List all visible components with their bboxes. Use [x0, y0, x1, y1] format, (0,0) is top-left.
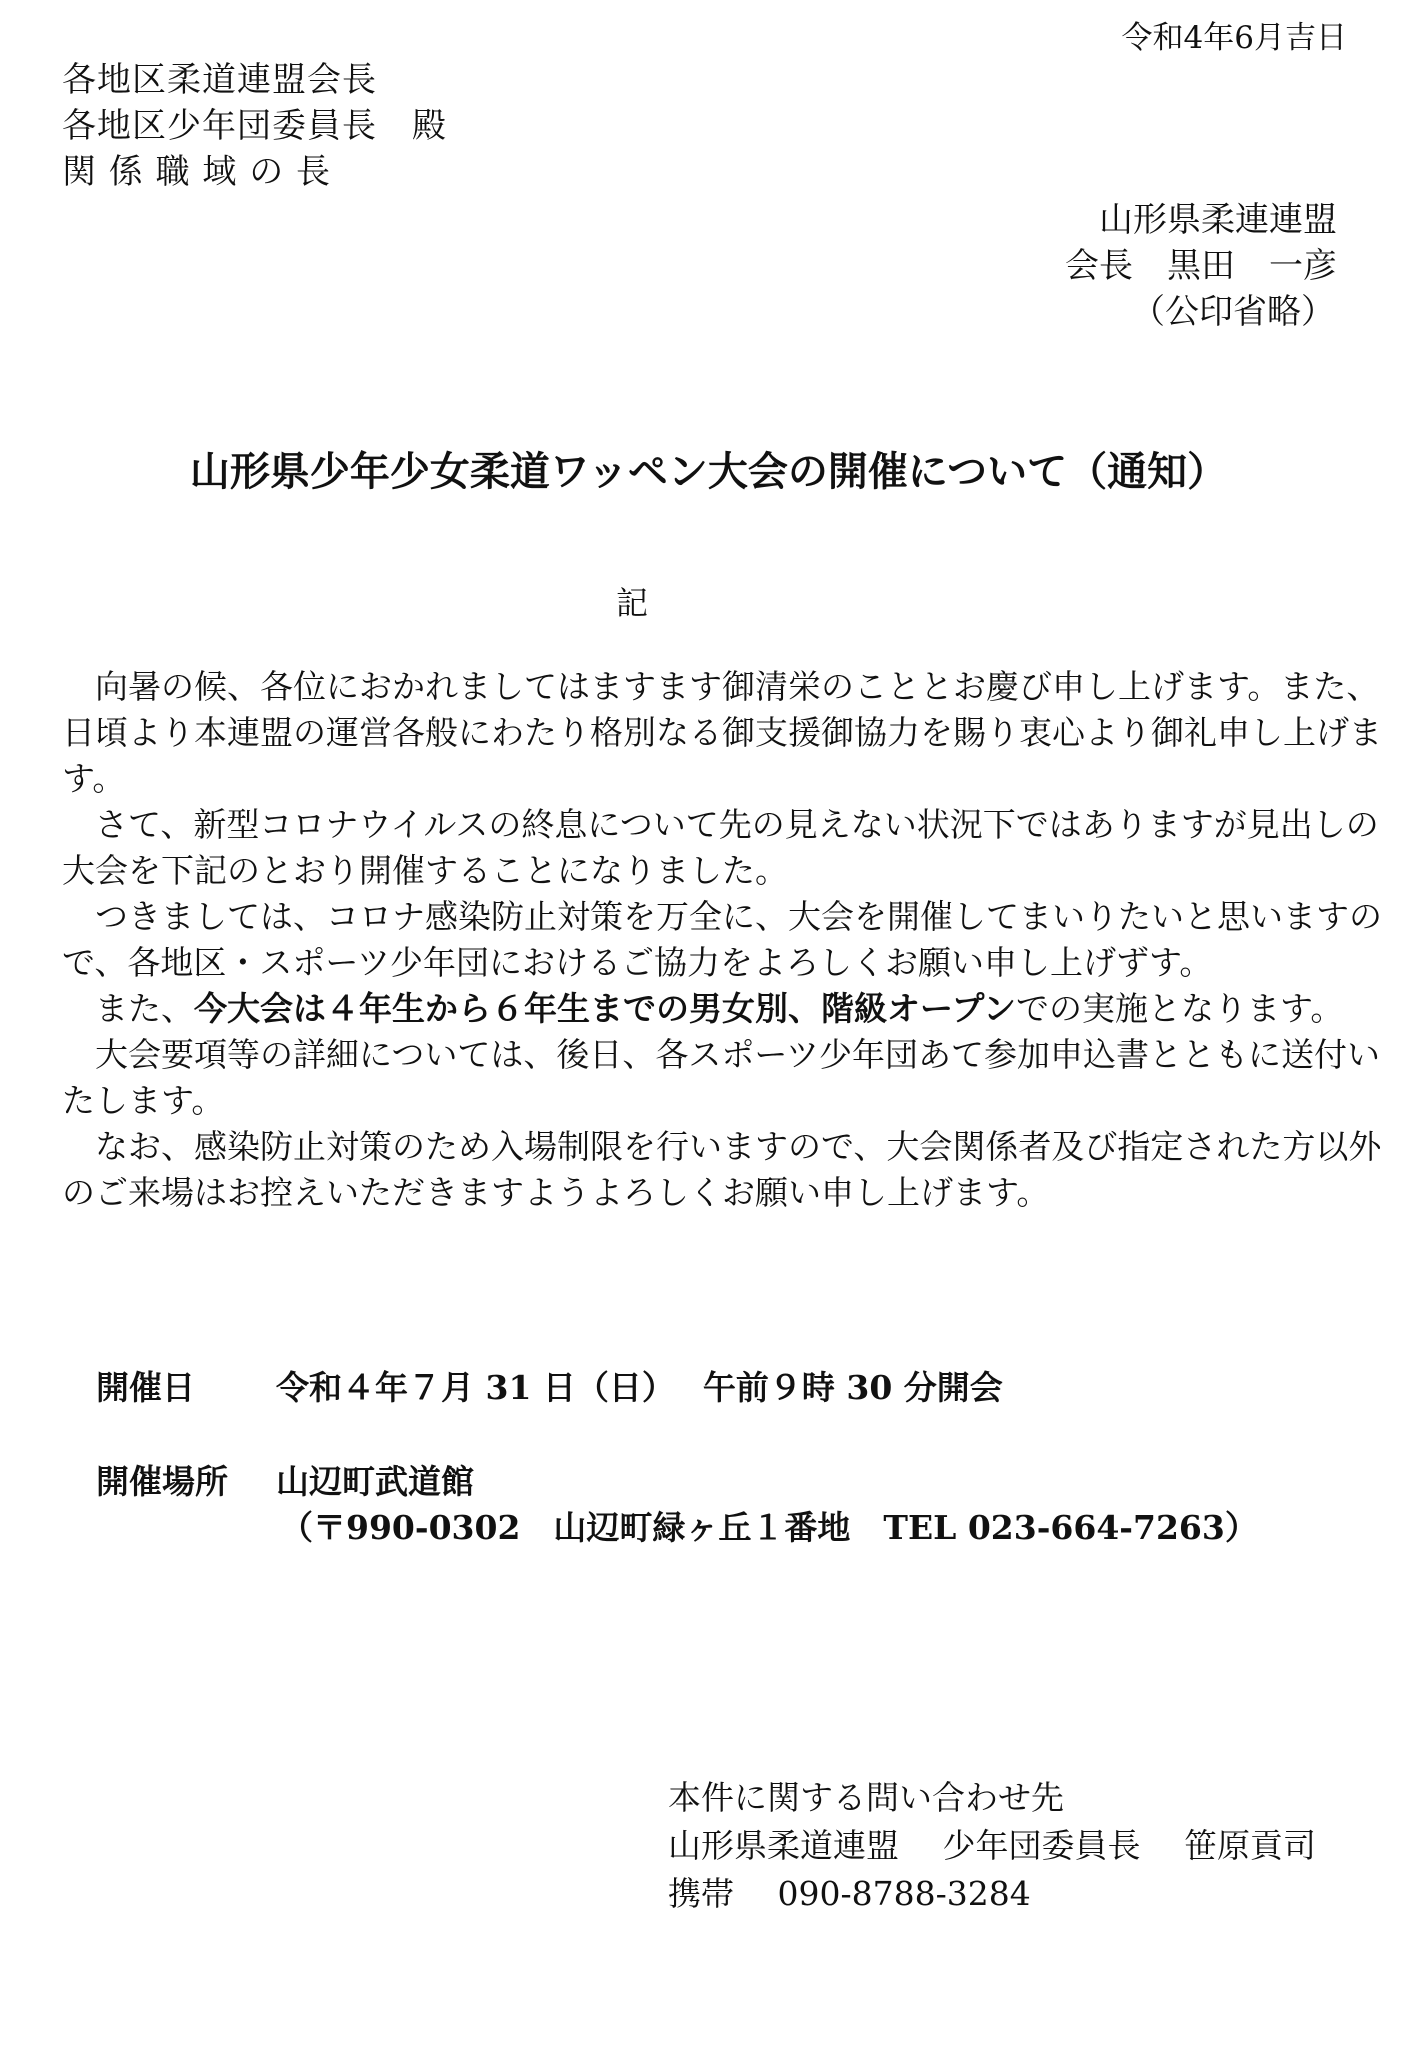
- contact-heading: 本件に関する問い合わせ先: [668, 1778, 1064, 1817]
- sender-name: 会長 黒田 一彦: [1065, 246, 1337, 286]
- seal-note: （公印省略）: [1131, 292, 1335, 332]
- event-venue-address: （〒990-0302 山辺町緑ヶ丘１番地 TEL 023-664-7263）: [280, 1508, 1258, 1547]
- document-title: 山形県少年少女柔道ワッペン大会の開催について（通知）: [189, 449, 1228, 495]
- contact-phone: 携帯 090-8788-3284: [668, 1874, 1031, 1913]
- body-text: [62, 664, 1382, 1216]
- event-venue-value: 山辺町武道館: [276, 1462, 474, 1501]
- event-venue-label: 開催場所: [96, 1462, 228, 1501]
- paragraph-request: つきましては、コロナ感染防止対策を万全に、大会を開催してまいりたいと思いますので、各地区・スポーツ少年団におけるご協力をよろしくお願い申し上げずす。: [62, 897, 1382, 982]
- format-highlight: 今大会は４年生から６年生までの男女別、階級オープン: [194, 989, 1017, 1028]
- event-date-value: 令和４年７月 31 日（日） 午前９時 30 分開会: [276, 1368, 1003, 1407]
- sender-organization: 山形県柔連連盟: [1099, 200, 1337, 240]
- format-pre: また、: [62, 989, 194, 1028]
- paragraph-format: [62, 986, 1382, 1032]
- ki-marker: 記: [616, 584, 649, 622]
- paragraph-announcement: さて、新型コロナウイルスの終息について先の見えない状況下ではありますが見出しの大会を下記のとおり開催することになりました。: [62, 805, 1379, 890]
- paragraph-details: 大会要項等の詳細については、後日、各スポーツ少年団あて参加申込書とともに送付いたします。: [62, 1035, 1381, 1120]
- document-date: 令和4年6月吉日: [1121, 20, 1347, 56]
- event-date-label: 開催日: [96, 1368, 195, 1407]
- addressee-line-3: 関 係 職 域 の 長: [62, 152, 332, 192]
- format-post: での実施となります。: [1016, 989, 1344, 1028]
- addressee-line-1: 各地区柔道連盟会長: [62, 60, 377, 100]
- paragraph-admission: なお、感染防止対策のため入場制限を行いますので、大会関係者及び指定された方以外のご来場はお控えいただきますようよろしくお願い申し上げます。: [62, 1127, 1382, 1212]
- contact-person: 山形県柔道連盟 少年団委員長 笹原貢司: [668, 1826, 1316, 1865]
- addressee-line-2: 各地区少年団委員長 殿: [62, 106, 447, 146]
- paragraph-greeting: 向暑の候、各位におかれましてはますます御清栄のこととお慶び申し上げます。また、日頃より本連盟の運営各般にわたり格別なる御支援御協力を賜り衷心より御礼申し上げます。: [62, 667, 1382, 798]
